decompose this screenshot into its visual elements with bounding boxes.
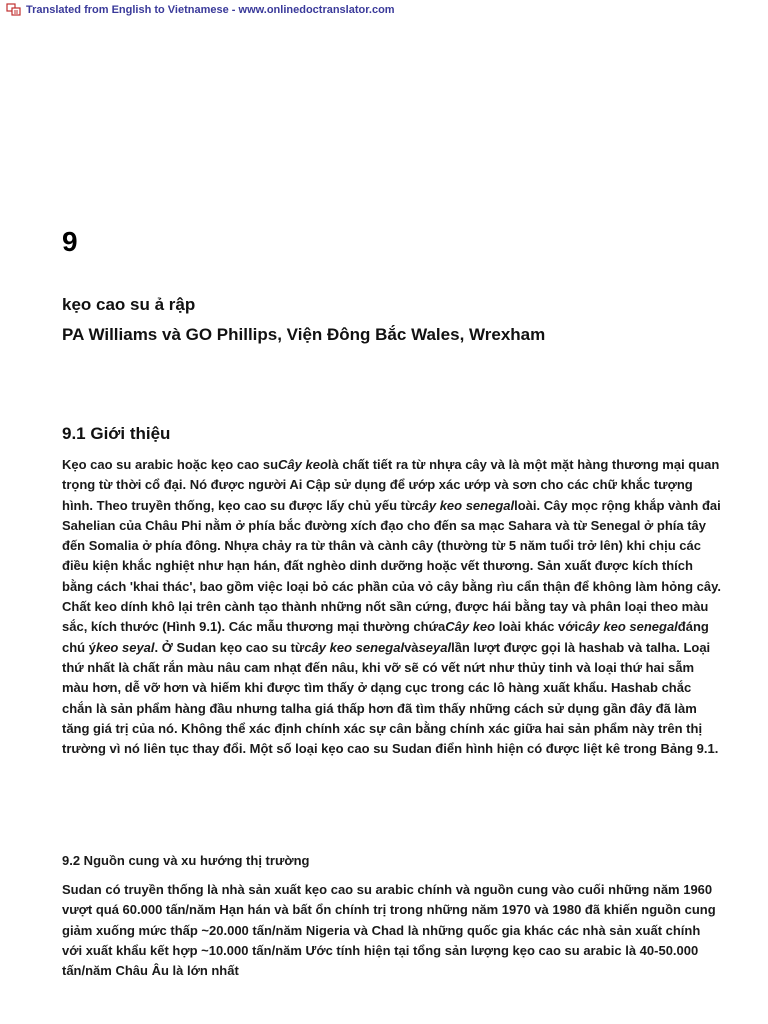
document-translate-icon	[6, 3, 22, 17]
text-run: . Ở Sudan kẹo cao su từ	[154, 639, 305, 655]
supply-paragraph-text: Sudan có truyền thống là nhà sản xuất kẹo cao su arabic chính và nguồn cung vào cuối những năm 1960 vượt quá 60.000 tấn/năm Hạn hán và bất ổn chính trị trong những năm 1970 và 1980 đã khiến nguồn cung giảm xuống mức thấp ~20.000 tấn/năm Nigeria và Chad là những quốc gia khác các nhà sản xuất chính với xuất khẩu kết hợp ~10.000 tấn/năm Ước tính hiện tại tổng sản lượng kẹo cao su arabic là 40-50.000 tấn/năm Châu Âu là lớn nhất	[62, 882, 716, 979]
italic-term: seyal	[418, 639, 452, 655]
translator-link[interactable]: Translated from English to Vietnamese - www.onlinedoctranslator.com	[26, 4, 395, 16]
section-heading-supply: 9.2 Nguồn cung và xu hướng thị trường	[62, 853, 310, 868]
chapter-number: 9	[62, 226, 78, 257]
italic-term: cây keo senegal	[304, 639, 405, 655]
section-heading-introduction: 9.1 Giới thiệu	[62, 424, 171, 443]
italic-term: Cây keo	[445, 619, 496, 635]
introduction-paragraph-text	[62, 455, 722, 759]
italic-term: cây keo senegal	[578, 619, 678, 635]
text-run: đáng chú ý	[62, 619, 709, 655]
text-run: Kẹo cao su arabic hoặc kẹo cao su	[62, 457, 279, 472]
text-run: lần lượt được gọi là hashab và talha. Loại thứ nhất là chất rắn màu nâu cam nhạt đến nâu, khi vỡ sẽ có vết nứt như thủy tinh và loại thứ hai sẫm màu hơn, dễ vỡ hơn và hiếm khi được tìm thấy ở dạng cục trong các lô hàng xuất khẩu. Hashab chắc chắn là sản phẩm hàng đầu nhưng talha giá thấp hơn đã tìm thấy những cách sử dụng gần đây đã làm tăng giá trị của nó. Không thể xác định chính xác sự cân bằng chính xác giữa hai sản phẩm này trên thị trường vì nó liên tục thay đổi. Một số loại kẹo cao su Sudan điển hình hiện có được liệt kê trong Bảng 9.1.	[62, 639, 719, 757]
italic-term: cây keo senegal	[414, 497, 515, 513]
italic-term: keo seyal	[95, 639, 155, 655]
text-run: loài. Cây mọc rộng khắp vành đai Sahelian của Châu Phi nằm ở phía bắc đường xích đạo cho đến sa mạc Sahara và từ Senegal ở phía tây đến Somalia ở phía đông. Nhựa chảy ra từ thân và cành cây (thường từ 5 năm tuổi trở lên) khi chịu các điều kiện khắc nghiệt như hạn hán, đất nghèo dinh dưỡng hoặc vết thương. Sản xuất được kích thích bằng cách 'khai thác', bao gồm việc loại bỏ các phần của vỏ cây bằng rìu cẩn thận để không làm hỏng cây. Chất keo dính khô lại trên cành tạo thành những nốt sần cứng, được hái bằng tay và phân loại theo màu sắc, kích thước (Hình 9.1). Các mẫu thương mại thường chứa	[62, 497, 721, 635]
chapter-title: kẹo cao su ả rập	[62, 295, 196, 314]
text-run: là chất tiết ra từ nhựa cây và là một mặt hàng thương mại quan trọng từ thời cổ đại. Nó được người Ai Cập sử dụng để ướp xác ướp và sơn cho các chữ khắc tượng hình. Theo truyền thống, kẹo cao su được lấy chủ yếu từ	[62, 457, 720, 513]
supply-paragraph	[62, 880, 722, 981]
translation-banner	[6, 2, 395, 18]
introduction-paragraph	[62, 455, 722, 759]
chapter-authors: PA Williams và GO Phillips, Viện Đông Bắc Wales, Wrexham	[62, 325, 546, 344]
italic-term: Cây keo	[278, 457, 328, 472]
text-run: và	[404, 639, 419, 655]
text-run: loài khác với	[495, 619, 579, 635]
